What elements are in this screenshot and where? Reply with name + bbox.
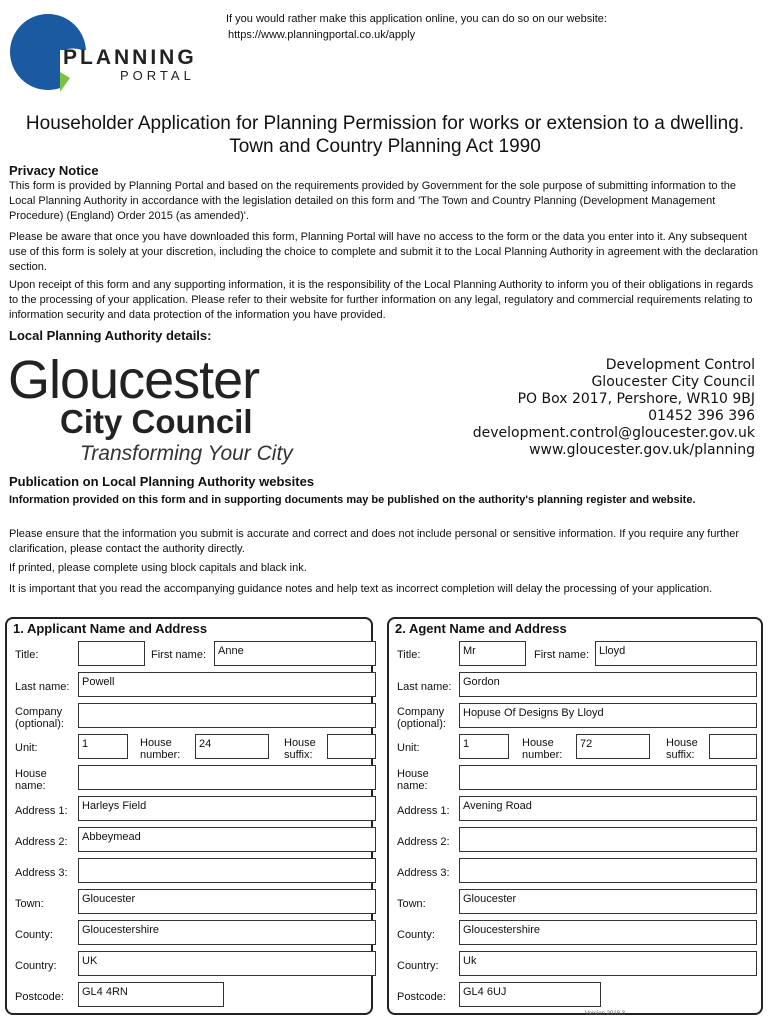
publication-p2: If printed, please complete using block capitals and black ink. — [9, 562, 307, 574]
applicant-postcode-input[interactable]: GL4 4RN — [78, 982, 224, 1007]
publication-p3: It is important that you read the accompanying guidance notes and help text as incorrect completion will delay the processing of your application. — [9, 583, 713, 595]
agent-panel — [387, 617, 763, 1015]
agent-house-suffix-label: House suffix: — [666, 737, 698, 761]
lpa-heading: Local Planning Authority details: — [9, 328, 212, 343]
agent-postcode-input[interactable]: GL4 6UJ — [459, 982, 601, 1007]
lpa-address-line: PO Box 2017, Pershore, WR10 9BJ — [517, 391, 755, 407]
planning-portal-logo — [8, 12, 198, 92]
applicant-last-name-label: Last name: — [15, 681, 70, 693]
agent-heading: 2. Agent Name and Address — [395, 621, 567, 636]
agent-unit-label: Unit: — [397, 742, 420, 754]
agent-address3-input[interactable] — [459, 858, 757, 883]
applicant-town-input[interactable]: Gloucester — [78, 889, 376, 914]
applicant-country-label: Country: — [15, 960, 57, 972]
applicant-house-name-input[interactable] — [78, 765, 376, 790]
applicant-country-input[interactable]: UK — [78, 951, 376, 976]
agent-last-name-input[interactable]: Gordon — [459, 672, 757, 697]
gloucester-logo-line3: Transforming Your City — [80, 442, 293, 465]
agent-address3-label: Address 3: — [397, 867, 450, 879]
applicant-company-input[interactable] — [78, 703, 376, 728]
lpa-website[interactable]: www.gloucester.gov.uk/planning — [529, 442, 755, 458]
gloucester-logo — [8, 350, 308, 470]
applicant-house-name-label: House name: — [15, 768, 47, 792]
page-title-line2: Town and Country Planning Act 1990 — [229, 136, 541, 157]
applicant-address2-label: Address 2: — [15, 836, 68, 848]
agent-address1-label: Address 1: — [397, 805, 450, 817]
agent-last-name-label: Last name: — [397, 681, 452, 693]
agent-unit-input[interactable]: 1 — [459, 734, 509, 759]
privacy-p3: Upon receipt of this form and any supporting information, it is the responsibility of the Local Planning Authority to inform you of their obligations in regards to the processing of your application. Please refer to their website for further information on any legal, regulatory and commercial requirements relating to information security and data protection of the information you have provided. — [9, 279, 754, 321]
applicant-address2-input[interactable]: Abbeymead — [78, 827, 376, 852]
agent-house-name-label: House name: — [397, 768, 429, 792]
agent-title-label: Title: — [397, 649, 421, 661]
agent-company-label: Company (optional): — [397, 706, 446, 730]
lpa-address-line: Development Control — [605, 357, 755, 373]
gloucester-logo-line1: Gloucester — [8, 350, 260, 410]
privacy-p1: This form is provided by Planning Portal and based on the requirements provided by Government for the sole purpose of submitting information to the Local Planning Authority in accordance with the legislation detailed on this form and 'The Town and Country Planning (Development Management Procedure) (England) Order 2015 (as amended)'. — [9, 180, 737, 222]
logo-line1: PLANNING — [63, 46, 197, 69]
agent-house-number-label: House number: — [522, 737, 563, 761]
applicant-postcode-label: Postcode: — [15, 991, 64, 1003]
applicant-house-suffix-input[interactable] — [327, 734, 376, 759]
applicant-title-input[interactable] — [78, 641, 145, 666]
applicant-title-label: Title: — [15, 649, 39, 661]
online-url[interactable]: https://www.planningportal.co.uk/apply — [228, 29, 416, 41]
agent-company-input[interactable]: Hopuse Of Designs By Lloyd — [459, 703, 757, 728]
lpa-address — [473, 357, 755, 459]
agent-address1-input[interactable]: Avening Road — [459, 796, 757, 821]
agent-first-name-label: First name: — [534, 649, 590, 661]
agent-country-label: Country: — [397, 960, 439, 972]
version-label: Version 2018.3 — [584, 1011, 625, 1017]
applicant-house-number-input[interactable]: 24 — [195, 734, 269, 759]
publication-bold-note: Information provided on this form and in supporting documents may be published on the authority's planning register and website. — [9, 494, 696, 506]
applicant-company-label: Company (optional): — [15, 706, 64, 730]
agent-country-input[interactable]: Uk — [459, 951, 757, 976]
applicant-last-name-input[interactable]: Powell — [78, 672, 376, 697]
applicant-town-label: Town: — [15, 898, 44, 910]
agent-town-input[interactable]: Gloucester — [459, 889, 757, 914]
applicant-first-name-label: First name: — [151, 649, 207, 661]
applicant-address1-label: Address 1: — [15, 805, 68, 817]
applicant-address1-input[interactable]: Harleys Field — [78, 796, 376, 821]
applicant-first-name-input[interactable]: Anne — [214, 641, 376, 666]
applicant-address3-label: Address 3: — [15, 867, 68, 879]
lpa-address-line: Gloucester City Council — [591, 374, 755, 390]
agent-house-name-input[interactable] — [459, 765, 757, 790]
agent-title-input[interactable]: Mr — [459, 641, 526, 666]
agent-postcode-label: Postcode: — [397, 991, 446, 1003]
lpa-email[interactable]: development.control@gloucester.gov.uk — [472, 425, 755, 441]
applicant-address3-input[interactable] — [78, 858, 376, 883]
logo-line2: PORTAL — [120, 68, 195, 83]
page-title-line1: Householder Application for Planning Permission for works or extension to a dwelling. — [25, 113, 745, 134]
gloucester-logo-line2: City Council — [60, 403, 253, 440]
applicant-unit-label: Unit: — [15, 742, 38, 754]
applicant-unit-input[interactable]: 1 — [78, 734, 128, 759]
agent-address2-input[interactable] — [459, 827, 757, 852]
privacy-heading: Privacy Notice — [9, 163, 99, 178]
publication-p1: Please ensure that the information you submit is accurate and correct and does not include personal or sensitive information. If you require any further clarification, please contact the authority directly. — [9, 528, 740, 555]
agent-county-input[interactable]: Gloucestershire — [459, 920, 757, 945]
agent-town-label: Town: — [397, 898, 426, 910]
applicant-panel — [5, 617, 373, 1015]
agent-house-suffix-input[interactable] — [709, 734, 757, 759]
applicant-house-number-label: House number: — [140, 737, 181, 761]
applicant-county-input[interactable]: Gloucestershire — [78, 920, 376, 945]
agent-house-number-input[interactable]: 72 — [576, 734, 650, 759]
applicant-house-suffix-label: House suffix: — [284, 737, 316, 761]
online-notice: If you would rather make this application online, you can do so on our website: — [226, 13, 607, 25]
privacy-p2: Please be aware that once you have downloaded this form, Planning Portal will have no access to the form or the data you enter into it. Any subsequent use of this form is solely at your discretion, including the choice to complete and submit it to the Local Planning Authority in agreement with the declaration section. — [9, 231, 759, 273]
publication-heading: Publication on Local Planning Authority websites — [9, 474, 315, 489]
agent-address2-label: Address 2: — [397, 836, 450, 848]
lpa-address-line: 01452 396 396 — [648, 408, 755, 424]
agent-county-label: County: — [397, 929, 435, 941]
applicant-county-label: County: — [15, 929, 53, 941]
applicant-heading: 1. Applicant Name and Address — [13, 621, 208, 636]
agent-first-name-input[interactable]: Lloyd — [595, 641, 757, 666]
